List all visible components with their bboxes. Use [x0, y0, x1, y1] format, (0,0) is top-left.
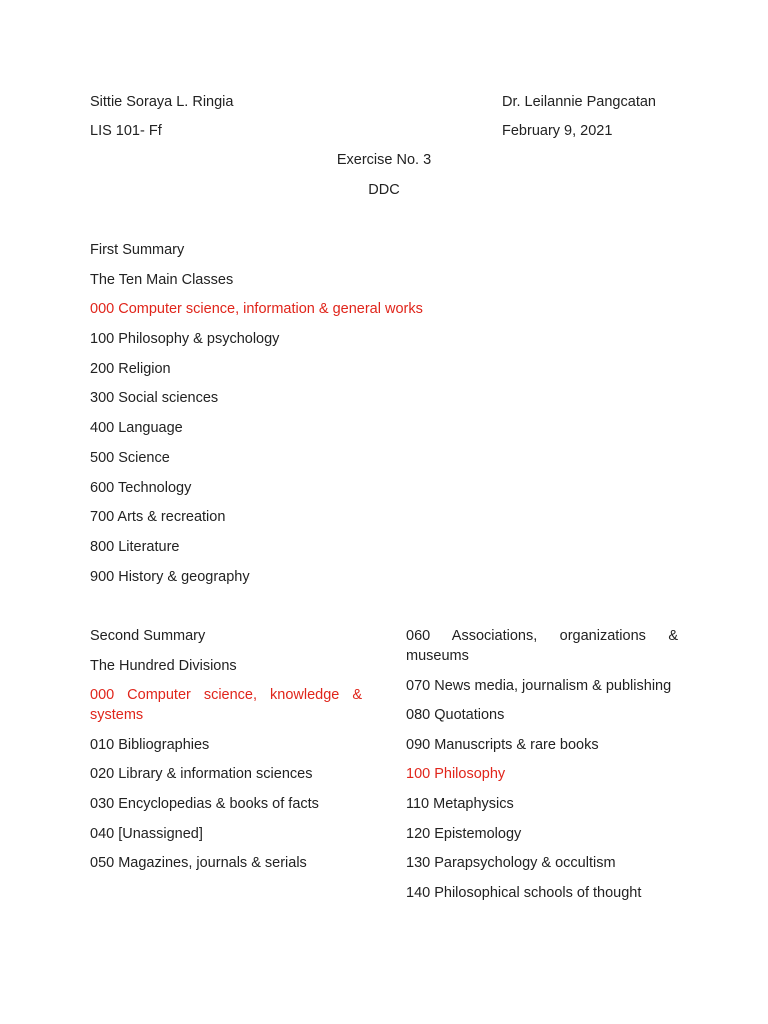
division-item: 040 [Unassigned] — [90, 825, 203, 842]
division-item: 100 Philosophy — [406, 766, 506, 783]
course-code: LIS 101- Ff — [90, 123, 162, 139]
main-class-item: 700 Arts & recreation — [90, 509, 226, 526]
main-class-item: 200 Religion — [90, 360, 171, 377]
student-name: Sittie Soraya L. Ringia — [90, 94, 234, 110]
first-summary — [90, 241, 650, 597]
first-summary-subheading: The Ten Main Classes — [90, 271, 234, 288]
main-class-item: 500 Science — [90, 449, 170, 466]
main-class-item: 100 Philosophy & psychology — [90, 331, 280, 348]
division-item: 000 Computer science, knowledge & systems — [90, 687, 362, 724]
division-item: 020 Library & information sciences — [90, 766, 313, 783]
division-item: 120 Epistemology — [406, 825, 522, 842]
division-item: 090 Manuscripts & rare books — [406, 736, 599, 753]
division-item: 010 Bibliographies — [90, 736, 210, 753]
first-summary-heading: First Summary — [90, 242, 185, 258]
instructor-name: Dr. Leilannie Pangcatan — [502, 94, 656, 110]
document-date: February 9, 2021 — [502, 123, 613, 139]
header-right — [502, 93, 656, 151]
main-class-item: 300 Social sciences — [90, 390, 219, 407]
second-summary-subheading: The Hundred Divisions — [90, 657, 237, 674]
main-class-item: 600 Technology — [90, 479, 192, 496]
second-summary-left-column — [90, 626, 362, 883]
division-item: 060 Associations, organizations & museums — [406, 628, 678, 664]
division-item: 050 Magazines, journals & serials — [90, 855, 307, 872]
main-class-item: 000 Computer science, information & general works — [90, 301, 423, 318]
division-item: 030 Encyclopedias & books of facts — [90, 795, 319, 812]
division-item: 130 Parapsychology & occultism — [406, 855, 616, 872]
main-class-item: 400 Language — [90, 420, 183, 437]
division-item: 110 Metaphysics — [406, 795, 514, 812]
exercise-title: Exercise No. 3 — [336, 152, 432, 168]
division-item: 070 News media, journalism & publishing — [406, 677, 672, 694]
main-class-item: 800 Literature — [90, 538, 180, 555]
second-summary-heading: Second Summary — [90, 628, 206, 644]
second-summary-right-column — [406, 626, 678, 912]
exercise-subtitle: DDC — [368, 182, 400, 198]
division-item: 140 Philosophical schools of thought — [406, 884, 642, 901]
division-item: 080 Quotations — [406, 707, 505, 724]
main-class-item: 900 History & geography — [90, 568, 250, 585]
header-left — [90, 93, 233, 151]
